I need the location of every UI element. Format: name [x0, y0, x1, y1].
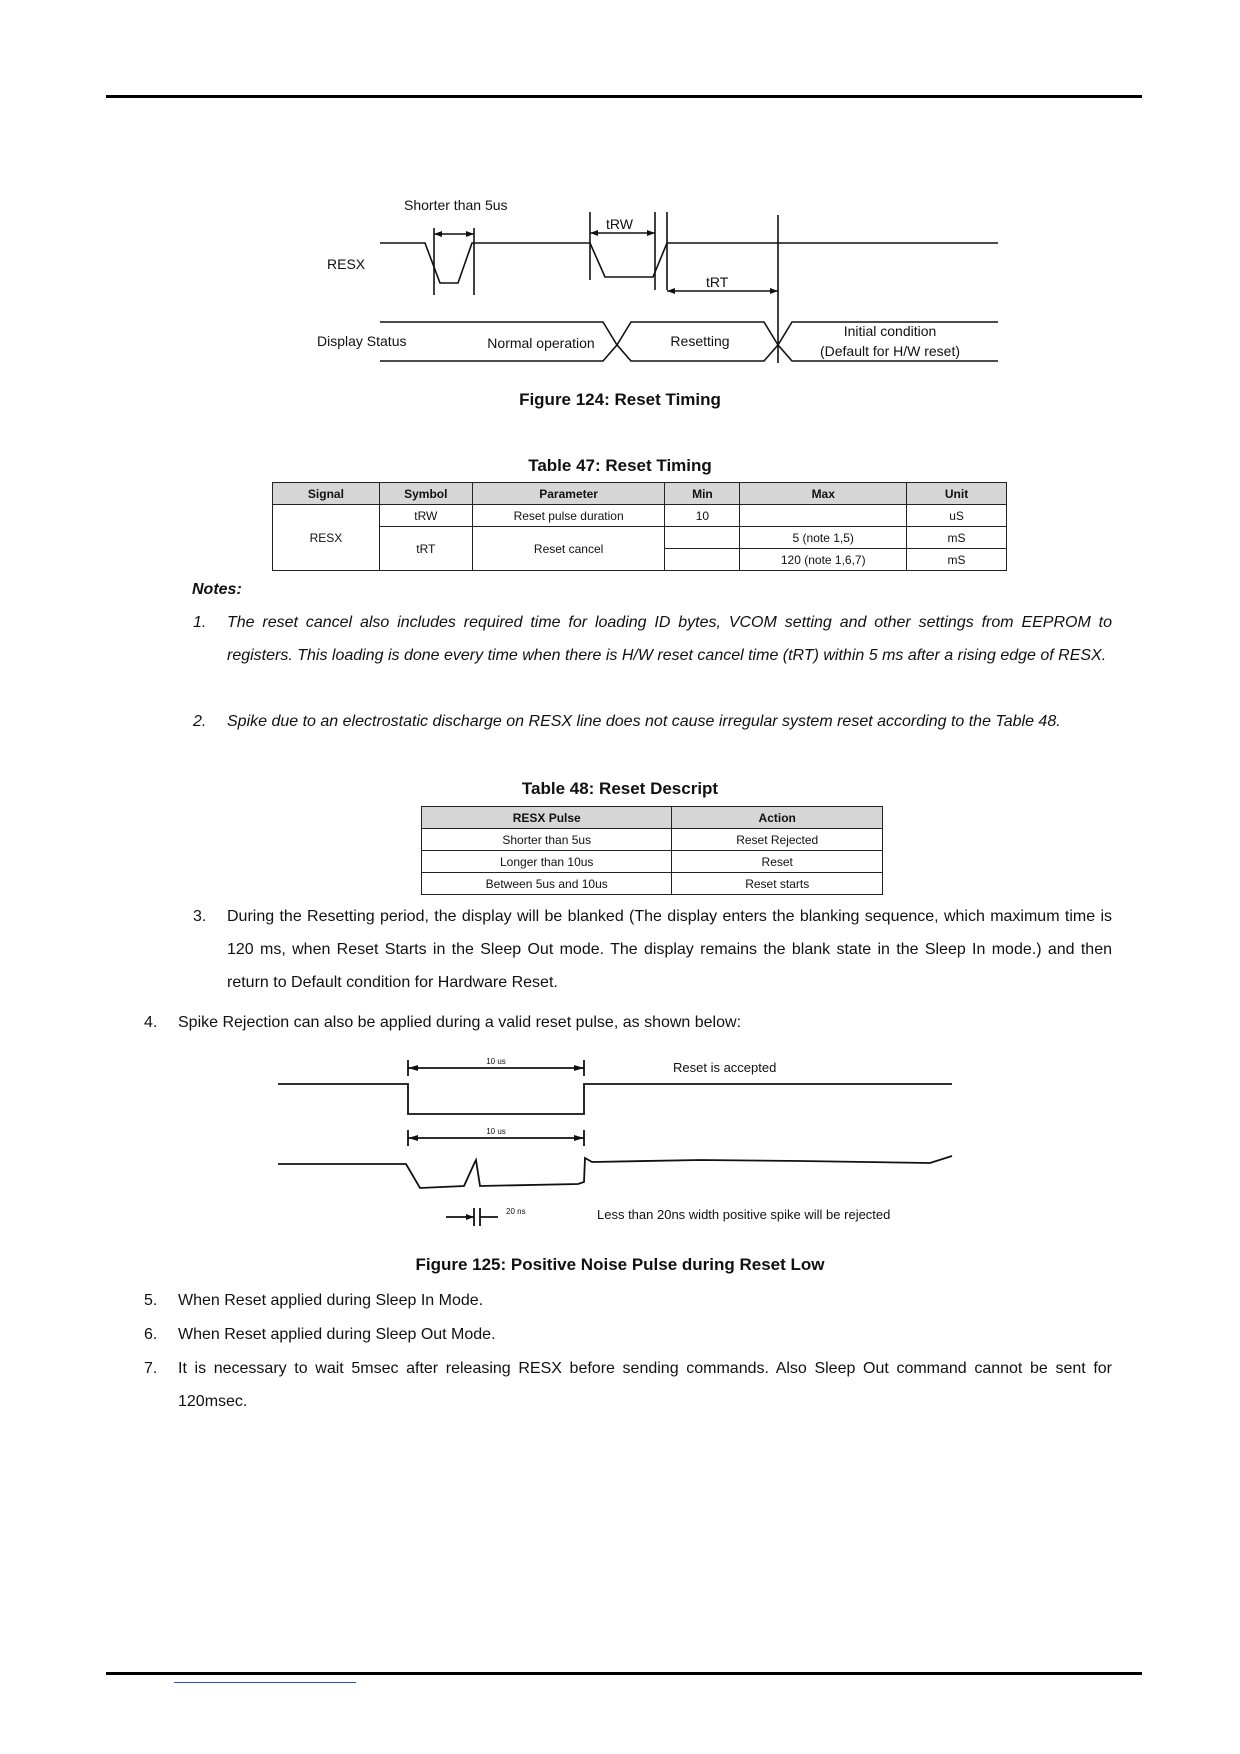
parameter-cell: Reset cancel: [472, 527, 665, 571]
spike-waveform: [278, 1156, 952, 1188]
header-cell: Min: [665, 483, 740, 505]
pulse-cell: Longer than 10us: [422, 851, 672, 873]
reset-accepted-label: Reset is accepted: [673, 1060, 777, 1075]
note-text: When Reset applied during Sleep In Mode.: [178, 1292, 484, 1309]
note-text: It is necessary to wait 5msec after releasing RESX before sending commands. Also Sleep Out command cannot be sent for 120msec.: [178, 1360, 1112, 1410]
display-status-label: Display Status: [317, 333, 407, 349]
initial-condition-label: Initial condition: [843, 323, 937, 339]
header-cell: RESX Pulse: [422, 807, 672, 829]
note-number: 4.: [144, 1014, 158, 1031]
footer-rule: [106, 1672, 1142, 1675]
note-text: Spike due to an electrostatic discharge on RESX line does not cause irregular system reset according to the Table 48.: [227, 713, 1061, 730]
trw-label: tRW: [606, 216, 633, 232]
header-cell: Signal: [273, 483, 380, 505]
header-cell: Unit: [907, 483, 1007, 505]
header-cell: Symbol: [379, 483, 472, 505]
reset-accepted-waveform: [278, 1084, 952, 1114]
note-number: 5.: [144, 1292, 158, 1309]
max-cell: 120 (note 1,6,7): [740, 549, 907, 571]
action-cell: Reset starts: [672, 873, 883, 895]
unit-cell: mS: [907, 549, 1007, 571]
resetting-label: Resetting: [670, 333, 730, 349]
max-cell: 5 (note 1,5): [740, 527, 907, 549]
action-cell: Reset: [672, 851, 883, 873]
note-text: The reset cancel also includes required time for loading ID bytes, VCOM setting and other settings from EEPROM to registers. This loading is done every time when there is H/W reset cancel time (tRT) within 5 ms after a rising edge of RESX.: [227, 614, 1112, 664]
note-text: When Reset applied during Sleep Out Mode.: [178, 1326, 496, 1343]
header-cell: Parameter: [472, 483, 665, 505]
pulse-cell: Between 5us and 10us: [422, 873, 672, 895]
trt-label: tRT: [706, 274, 729, 290]
parameter-cell: Reset pulse duration: [472, 505, 665, 527]
signal-cell: RESX: [273, 505, 380, 571]
top-width-label: 10 us: [486, 1057, 506, 1066]
note-number: 7.: [144, 1360, 158, 1377]
table-48-title: Table 48: Reset Descript: [521, 779, 719, 798]
notes-title: Notes:: [192, 581, 242, 598]
note-7: [144, 1352, 1112, 1418]
resx-label: RESX: [327, 256, 366, 272]
table-47-title: Table 47: Reset Timing: [528, 456, 712, 475]
spike-rejected-label: Less than 20ns width positive spike will be rejected: [597, 1207, 891, 1222]
bottom-width-label: 10 us: [486, 1127, 506, 1136]
action-cell: Reset Rejected: [672, 829, 883, 851]
figure-125-caption: Figure 125: Positive Noise Pulse during Reset Low: [415, 1255, 825, 1274]
figure-124-caption: Figure 124: Reset Timing: [519, 390, 721, 409]
note-number: 6.: [144, 1326, 158, 1343]
unit-cell: mS: [907, 527, 1007, 549]
note-text: Spike Rejection can also be applied during a valid reset pulse, as shown below:: [178, 1014, 742, 1031]
note-number: 1.: [193, 614, 207, 631]
pulse-cell: Shorter than 5us: [422, 829, 672, 851]
symbol-cell: tRW: [379, 505, 472, 527]
note-5: [144, 1284, 1112, 1317]
min-cell: 10: [665, 505, 740, 527]
header-cell: Max: [740, 483, 907, 505]
note-number: 3.: [193, 908, 207, 925]
default-hw-reset-label: (Default for H/W reset): [819, 343, 961, 359]
spike-width-label: 20 ns: [506, 1207, 526, 1216]
unit-cell: uS: [907, 505, 1007, 527]
shorter-than-label: Shorter than 5us: [404, 197, 508, 213]
note-6: [144, 1318, 1112, 1351]
normal-operation-label: Normal operation: [487, 335, 595, 351]
header-cell: Action: [672, 807, 883, 829]
note-number: 2.: [193, 713, 207, 730]
symbol-cell: tRT: [379, 527, 472, 571]
footer-link[interactable]: [174, 1682, 356, 1683]
note-text: During the Resetting period, the display will be blanked (The display enters the blanking sequence, which maximum time is 120 ms, when Reset Starts in the Sleep Out mode. The display remains the blank state in the Sleep In mode.) and then return to Default condition for Hardware Reset.: [227, 908, 1112, 991]
